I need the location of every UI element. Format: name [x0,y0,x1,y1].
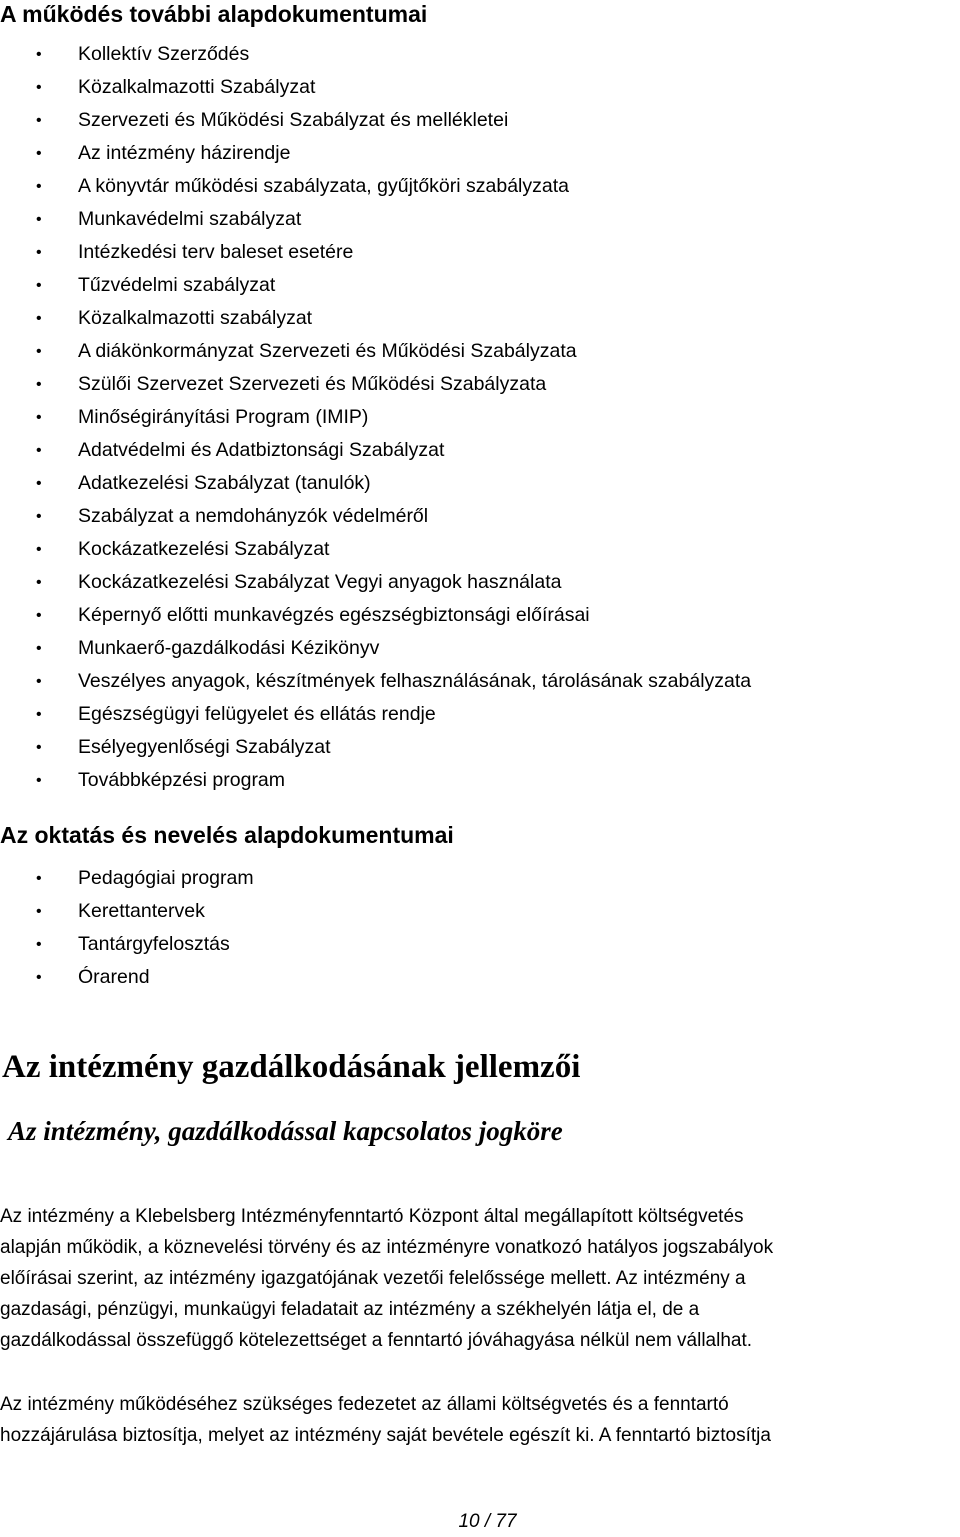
paragraph-funding [0,1389,960,1451]
bullet-icon: • [36,211,42,228]
list-item-text: Képernyő előtti munkavégzés egészségbiztonsági előírásai [78,604,590,626]
bullet-icon: • [36,343,42,360]
list-item-text: Szülői Szervezet Szervezeti és Működési Szabályzata [78,373,547,395]
paragraph-line: alapján működik, a köznevelési törvény és az intézményre vonatkozó hatályos jogszabályok [0,1237,774,1258]
list-item-text: Adatkezelési Szabályzat (tanulók) [78,472,371,494]
list-item-text: Kockázatkezelési Szabályzat Vegyi anyagok használata [78,571,562,593]
list-item-text: Kockázatkezelési Szabályzat [78,538,330,560]
list-item-text: Veszélyes anyagok, készítmények felhasználásának, tárolásának szabályzata [78,670,752,692]
bullet-icon: • [36,739,42,756]
paragraph-economic-authority [0,1201,960,1356]
bullet-icon: • [36,508,42,525]
list-item-text: Órarend [78,966,150,988]
bullet-icon: • [36,145,42,162]
list-item-text: Közalkalmazotti Szabályzat [78,76,316,98]
list-item-text: Tantárgyfelosztás [78,933,230,955]
paragraph-line: Az intézmény a Klebelsberg Intézményfenntartó Központ által megállapított költségvetés [0,1206,744,1227]
bullet-icon: • [36,277,42,294]
list-item-text: Továbbképzési program [78,769,286,791]
page-number: 10 / 77 [458,1511,517,1532]
list-item-text: Pedagógiai program [78,867,254,889]
paragraph-line: gazdálkodással összefüggő kötelezettséget a fenntartó jóváhagyása nélkül nem vállalhat. [0,1330,753,1351]
bullet-icon: • [36,475,42,492]
list-item-text: Munkaerő-gazdálkodási Kézikönyv [78,637,380,659]
bullet-icon: • [36,46,42,63]
bullet-icon: • [36,178,42,195]
list-item-text: Kerettantervek [78,900,205,922]
list-item-text: Esélyegyenlőségi Szabályzat [78,736,331,758]
bullet-icon: • [36,936,42,953]
paragraph-line: Az intézmény működéséhez szükséges fedezetet az állami költségvetés és a fenntartó [0,1394,729,1415]
bullet-icon: • [36,607,42,624]
list-item-text: A könyvtár működési szabályzata, gyűjtőköri szabályzata [78,175,569,197]
list-item-text: Munkavédelmi szabályzat [78,208,302,230]
list-item-text: Szervezeti és Működési Szabályzat és mellékletei [78,109,509,131]
bullet-icon: • [36,772,42,789]
bullet-icon: • [36,706,42,723]
list-item-text: Adatvédelmi és Adatbiztonsági Szabályzat [78,439,445,461]
list-item-text: Minőségirányítási Program (IMIP) [78,406,369,428]
list-item-text: Szabályzat a nemdohányzók védelméről [78,505,429,527]
list-item-text: Intézkedési terv baleset esetére [78,241,354,263]
bullet-icon: • [36,870,42,887]
bullet-icon: • [36,969,42,986]
bullet-icon: • [36,310,42,327]
paragraph-line: hozzájárulása biztosítja, melyet az intézmény saját bevétele egészít ki. A fenntartó biztosítja [0,1425,771,1446]
subheading-economic-authority: Az intézmény, gazdálkodással kapcsolatos jogköre [8,1116,563,1146]
list-item-text: Tűzvédelmi szabályzat [78,274,276,296]
list-item-text: A diákönkormányzat Szervezeti és Működési Szabályzata [78,340,577,362]
bullet-icon: • [36,112,42,129]
bullet-icon: • [36,903,42,920]
list-item-text: Közalkalmazotti szabályzat [78,307,313,329]
bullet-icon: • [36,673,42,690]
bullet-icon: • [36,79,42,96]
chapter-heading-economic-features: Az intézmény gazdálkodásának jellemzői [2,1049,581,1085]
bullet-icon: • [36,541,42,558]
list-item-text: Kollektív Szerződés [78,43,250,65]
bullet-icon: • [36,442,42,459]
section-heading-education-documents: Az oktatás és nevelés alapdokumentumai [0,822,454,848]
paragraph-line: gazdasági, pénzügyi, munkaügyi feladatait az intézmény a székhelyén látja el, de a [0,1299,700,1320]
bullet-icon: • [36,640,42,657]
list-item-text: Egészségügyi felügyelet és ellátás rendje [78,703,436,725]
bullet-icon: • [36,244,42,261]
bullet-icon: • [36,376,42,393]
bullet-icon: • [36,574,42,591]
section-heading-operation-documents: A működés további alapdokumentumai [0,1,428,27]
bullet-icon: • [36,409,42,426]
list-item-text: Az intézmény házirendje [78,142,291,164]
paragraph-line: előírásai szerint, az intézmény igazgatójának vezetői felelőssége mellett. Az intézmény a [0,1268,746,1289]
